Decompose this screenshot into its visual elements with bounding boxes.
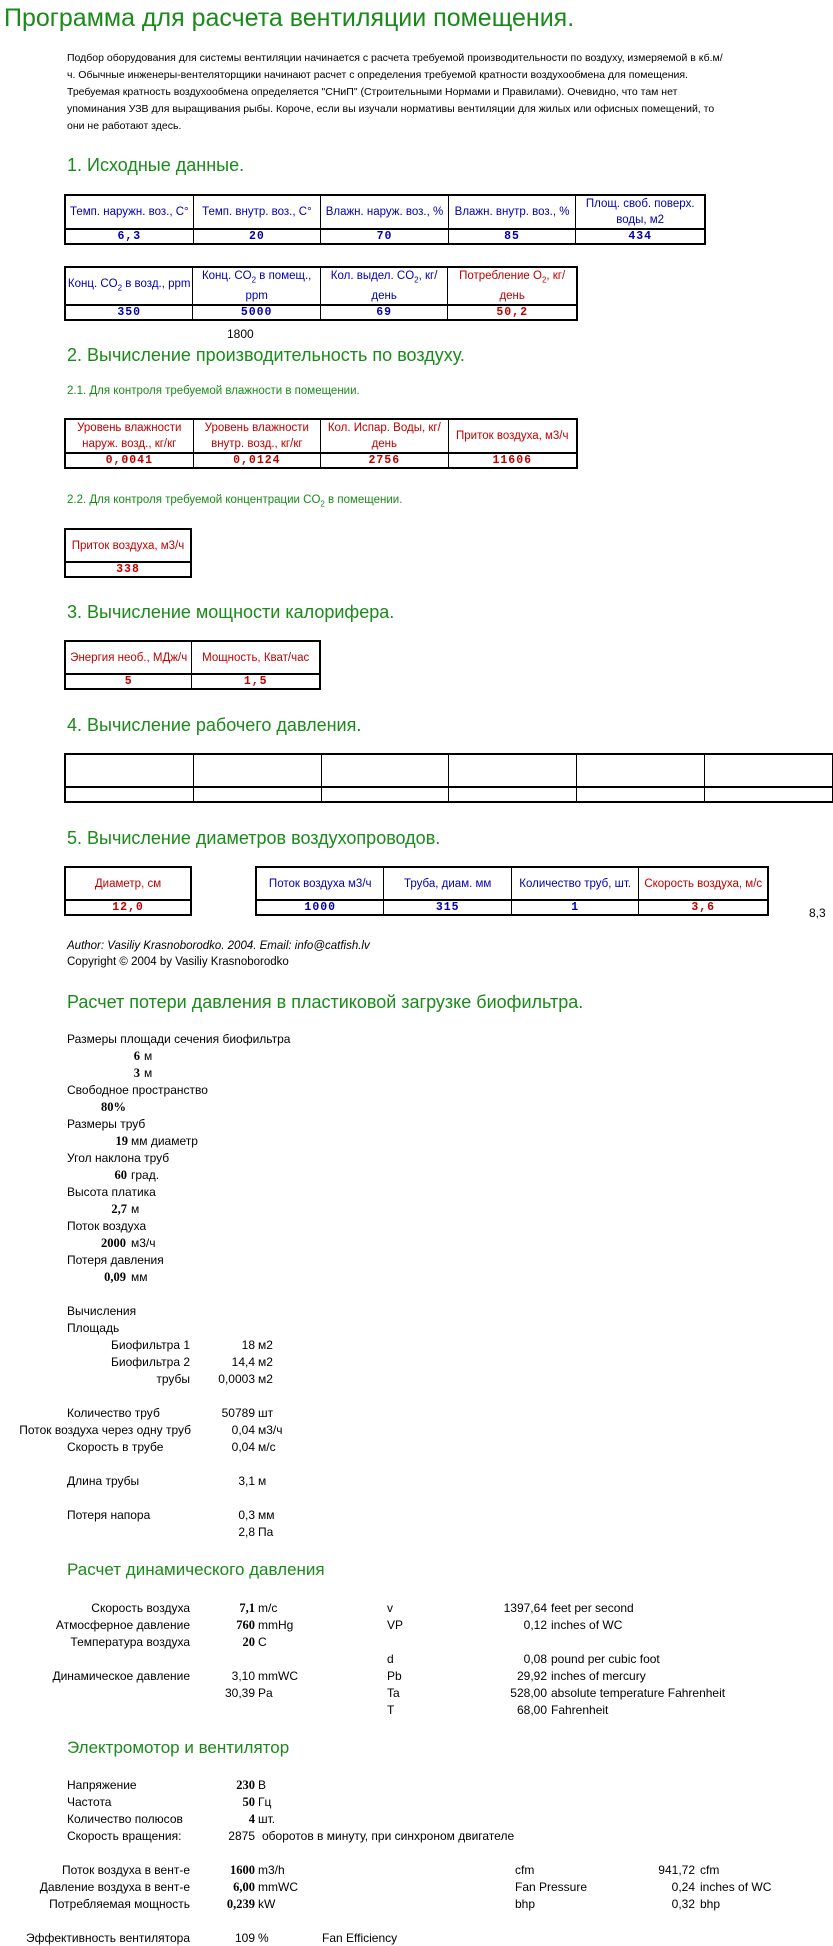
co2-emission-value[interactable]: 69 [320, 305, 447, 320]
value-dynamic-pa: 30,39 [224, 1686, 255, 1700]
unit: kW [258, 1897, 276, 1911]
empty-cell [193, 787, 321, 802]
th-energy: Энергия необ., МДж/ч [65, 641, 192, 674]
label-free-space: Свободное пространство [67, 1083, 208, 1097]
outdoor-temp-value[interactable]: 6,3 [65, 229, 193, 244]
author-line: Author: Vasiliy Krasnoborodko. 2004. Email: info@catfish.lv [67, 940, 370, 952]
empty-cell [321, 754, 449, 787]
diameter-value: 12,0 [65, 900, 191, 915]
th-evaporation: Кол. Испар. Воды, кг/день [321, 419, 448, 453]
diameter-table [64, 866, 192, 916]
section-2-heading: 2. Вычисление производительность по воздуху. [67, 345, 465, 365]
unit: inches of WC [551, 1618, 623, 1632]
th-duct-flow: Поток воздуха м3/ч [256, 867, 384, 900]
unit: absolute temperature Fahrenheit [551, 1686, 726, 1700]
th-outdoor-moisture: Уровень влажности наруж. возд., кг/кг [65, 419, 193, 453]
value-pipe-size[interactable]: 19 [115, 1134, 128, 1148]
pressure-table [64, 753, 833, 803]
unit: inches of mercury [551, 1669, 646, 1683]
unit: м [144, 1049, 153, 1063]
th-o2-consumption: Потребление $O_2$, кг/день [448, 267, 577, 305]
label-pressure-loss: Потеря давления [67, 1253, 164, 1267]
value-d: 0,08 [523, 1652, 547, 1666]
value-biofilter-1: 18 [241, 1338, 255, 1352]
value-poles[interactable]: 4 [248, 1812, 255, 1826]
th-outdoor-temp: Темп. наружн. воз., С° [65, 195, 193, 229]
key-d: d [387, 1652, 394, 1666]
empty-cell [321, 787, 449, 802]
water-surface-value[interactable]: 434 [576, 229, 705, 244]
key-t: T [387, 1703, 395, 1717]
duct-velocity-value: 3,6 [639, 900, 768, 915]
key-fan-pressure: Fan Pressure [515, 1880, 588, 1894]
label-air-flow: Поток воздуха [67, 1219, 147, 1233]
th-indoor-moisture: Уровень влажности внутр. возд., кг/кг [193, 419, 321, 453]
th-power: Мощность, Кват/час [192, 641, 320, 674]
value-vp: 0,12 [523, 1618, 547, 1632]
heater-table [64, 640, 321, 690]
label-rotation-speed: Скорость вращения: [67, 1829, 182, 1843]
label-pipes: трубы [156, 1372, 190, 1386]
unit: Pa [258, 1686, 273, 1700]
label-fan-efficiency-en: Fan Efficiency [322, 1931, 398, 1945]
th-duct-velocity: Скорость воздуха, м/с [639, 867, 768, 900]
value-free-space[interactable]: 80% [101, 1100, 126, 1114]
unit: mmWC [258, 1880, 298, 1894]
unit: м/с [258, 1440, 276, 1454]
th-co2-emission: Кол. выдел. $CO_2$, кг/день [320, 267, 447, 305]
unit: оборотов в минуту, при синхроном двигателе [262, 1829, 515, 1843]
biofilter-heading: Расчет потери давления в пластиковой загрузке биофильтра. [67, 992, 584, 1012]
th-water-surface: Площ. своб. поверх. воды, м2 [576, 195, 705, 229]
th-indoor-humidity: Влажн. внутр. воз., % [448, 195, 576, 229]
unit: м [144, 1066, 153, 1080]
label-section-area: Размеры площади сечения биофильтра [67, 1032, 291, 1046]
th-co2-outdoor: Конц. $CO_2$ в возд., ppm [65, 267, 193, 305]
unit: мм [258, 1508, 275, 1522]
evaporation-value: 2756 [321, 453, 448, 468]
key-bhp: bhp [515, 1897, 536, 1911]
humidity-table [64, 418, 578, 469]
empty-cell [705, 787, 833, 802]
section-5-heading: 5. Вычисление диаметров воздухопроводов. [67, 828, 441, 848]
indoor-humidity-value[interactable]: 85 [448, 229, 576, 244]
motor-heading: Электромотор и вентилятор [67, 1738, 290, 1757]
air-inflow-value: 11606 [448, 453, 577, 468]
unit: м2 [258, 1372, 273, 1386]
value-fan-efficiency: 109 [234, 1931, 255, 1945]
th-diameter: Диаметр, см [65, 867, 191, 900]
note-value: 1800 [227, 327, 254, 341]
unit: шт [258, 1406, 274, 1420]
label-dynamic-pressure: Динамическое давление [52, 1669, 190, 1683]
value-fan-flow[interactable]: 1600 [230, 1863, 255, 1877]
label-pipe-size: Размеры труб [67, 1117, 146, 1131]
empty-cell [577, 754, 705, 787]
label-poles: Количество полюсов [67, 1812, 183, 1826]
empty-cell [65, 754, 193, 787]
empty-cell [449, 787, 577, 802]
power-value: 1,5 [192, 674, 320, 689]
label-power-consumption: Потребляемая мощность [49, 1897, 190, 1911]
label-area: Площадь [67, 1321, 120, 1335]
label-atm-pressure: Атмосферное давление [55, 1618, 190, 1632]
value-t: 68,00 [516, 1703, 547, 1717]
label-pipe-length: Длина трубы [67, 1474, 140, 1488]
source-data-table-1 [64, 194, 706, 245]
section-3-heading: 3. Вычисление мощности калорифера. [67, 602, 395, 622]
indoor-moisture-value: 0,0124 [193, 453, 321, 468]
value-pipe-angle[interactable]: 60 [114, 1168, 127, 1182]
value-ta: 528,00 [510, 1686, 547, 1700]
value-pb: 29,92 [516, 1669, 547, 1683]
value-pressure-loss: 0,09 [104, 1270, 126, 1284]
key-vp: VP [387, 1618, 404, 1632]
unit: mmWC [258, 1669, 298, 1683]
value-pipe-length: 3,1 [238, 1474, 255, 1488]
label-pipe-count: Количество труб [67, 1406, 160, 1420]
key-v: v [387, 1601, 393, 1615]
key-pb: Pb [387, 1669, 402, 1683]
th-indoor-temp: Темп. внутр. воз., С° [193, 195, 321, 229]
co2-indoor-value[interactable]: 5000 [193, 305, 320, 320]
value-atm-pressure[interactable]: 760 [236, 1618, 255, 1632]
co2-inflow-table [64, 528, 192, 578]
th-duct-diameter: Труба, диам. мм [384, 867, 511, 900]
empty-cell [193, 754, 321, 787]
unit: шт. [258, 1812, 276, 1826]
outdoor-humidity-value[interactable]: 70 [321, 229, 449, 244]
section-1-heading: 1. Исходные данные. [67, 155, 245, 175]
unit: pound per cubic foot [551, 1652, 660, 1666]
label-biofilter-1: Биофильтра 1 [111, 1338, 190, 1352]
value-bhp: 0,32 [671, 1897, 695, 1911]
th-co2-indoor: Конц. $CO_2$ в помещ., ppm [193, 267, 320, 305]
duct-diameter-value[interactable]: 315 [384, 900, 511, 915]
value-plate-height[interactable]: 2,7 [111, 1202, 127, 1216]
intro-text: Подбор оборудования для системы вентиляции начинается с расчета требуемой производительности по воздуху, измеряемой в кб.м/ч. Обычные инженеры-вентеляторщики начинают расчет с определения требуемой кратности воздухообмена для помещения. Требуемая кратность воздухообмена определяется "СНиП" (Строительными Нормами и Правилами). Очевидно, что там нет упоминания УЗВ для выращивания рыбы. Короче, если вы изучали нормативы вентиляции для жилых или офисных помещений, то они не работают здесь. [67, 52, 723, 132]
label-air-velocity: Скорость воздуха [91, 1601, 190, 1615]
co2-outdoor-value[interactable]: 350 [65, 305, 193, 320]
value-biofilter-2: 14,4 [231, 1355, 255, 1369]
value-pipe-count: 50789 [221, 1406, 255, 1420]
value-v: 1397,64 [503, 1601, 547, 1615]
empty-cell [65, 787, 193, 802]
outdoor-moisture-value: 0,0041 [65, 453, 193, 468]
unit: inches of WC [700, 1880, 772, 1894]
co2-air-inflow-value: 338 [65, 562, 191, 577]
label-fan-pressure: Давление воздуха в вент-е [39, 1880, 190, 1894]
duct-flow-value[interactable]: 1000 [256, 900, 384, 915]
unit: м [258, 1474, 267, 1488]
label-head-loss: Потеря напора [67, 1508, 151, 1522]
subsection-2-1: 2.1. Для контроля требуемой влажности в помещении. [67, 385, 360, 397]
unit: м3/ч [131, 1236, 156, 1250]
value-flow-per-pipe: 0,04 [231, 1423, 255, 1437]
th-outdoor-humidity: Влажн. наруж. воз., % [321, 195, 449, 229]
label-voltage: Напряжение [67, 1778, 137, 1792]
source-data-table-2 [64, 266, 578, 321]
unit: bhp [700, 1897, 721, 1911]
label-air-temp: Температура воздуха [70, 1635, 190, 1649]
unit: feet per second [551, 1601, 634, 1615]
duct-count-value[interactable]: 1 [511, 900, 639, 915]
unit: Fahrenheit [551, 1703, 609, 1717]
unit: м2 [258, 1338, 273, 1352]
unit: m3/h [258, 1863, 285, 1877]
value-voltage[interactable]: 230 [236, 1778, 255, 1792]
unit: % [258, 1931, 269, 1945]
value-rotation-speed: 2875 [228, 1829, 255, 1843]
unit: м2 [258, 1355, 273, 1369]
label-fan-flow: Поток воздуха в вент-е [62, 1863, 190, 1877]
label-pipe-angle: Угол наклона труб [67, 1151, 170, 1165]
unit: мм [131, 1270, 148, 1284]
copyright-line: Copyright © 2004 by Vasiliy Krasnoborodko [67, 956, 289, 968]
unit: В [258, 1778, 267, 1792]
value-air-temp[interactable]: 20 [242, 1635, 255, 1649]
unit: mmHg [258, 1618, 294, 1632]
th-co2-air-inflow: Приток воздуха, м3/ч [65, 529, 191, 562]
label-frequency: Частота [67, 1795, 112, 1809]
subsection-2-2: 2.2. Для контроля требуемой концентрации $CO_2$ в помещении. [67, 494, 403, 509]
value-length[interactable]: 3 [133, 1066, 140, 1080]
unit: cfm [700, 1863, 720, 1877]
side-value: 8,3 [809, 906, 826, 920]
label-calculations: Вычисления [67, 1304, 137, 1318]
unit: м3/ч [258, 1423, 283, 1437]
key-cfm: cfm [515, 1863, 535, 1877]
value-power-consumption[interactable]: 0,239 [226, 1897, 255, 1911]
value-head-loss-mm: 0,3 [238, 1508, 255, 1522]
label-fan-efficiency: Эффективность вентилятора [25, 1931, 190, 1945]
unit: град. [131, 1168, 160, 1182]
unit: мм диаметр [131, 1134, 198, 1148]
value-dynamic-mmwc: 3,10 [231, 1669, 255, 1683]
unit: Гц [258, 1795, 272, 1809]
unit: m/c [258, 1601, 278, 1615]
value-air-velocity[interactable]: 7,1 [239, 1601, 255, 1615]
empty-cell [705, 754, 833, 787]
value-head-loss-pa: 2,8 [238, 1525, 255, 1539]
empty-cell [449, 754, 577, 787]
value-frequency[interactable]: 50 [242, 1795, 255, 1809]
section-4-heading: 4. Вычисление рабочего давления. [67, 715, 362, 735]
value-width[interactable]: 6 [133, 1049, 140, 1063]
empty-cell [577, 787, 705, 802]
key-ta: Ta [387, 1686, 400, 1700]
unit: C [258, 1635, 267, 1649]
value-air-flow[interactable]: 2000 [101, 1236, 126, 1250]
page-title: Программа для расчета вентиляции помещения. [4, 4, 575, 32]
value-pipe-velocity: 0,04 [231, 1440, 255, 1454]
energy-value: 5 [65, 674, 192, 689]
value-fan-pressure-inwc: 0,24 [671, 1880, 695, 1894]
value-pipes: 0,0003 [218, 1372, 255, 1386]
label-flow-per-pipe: Поток воздуха через одну труб [19, 1423, 191, 1437]
unit: Па [258, 1525, 274, 1539]
unit: м [131, 1202, 140, 1216]
indoor-temp-value[interactable]: 20 [193, 229, 321, 244]
value-cfm: 941,72 [658, 1863, 695, 1877]
value-fan-pressure[interactable]: 6,00 [233, 1880, 255, 1894]
duct-table [255, 866, 769, 916]
th-duct-count: Количество труб, шт. [511, 867, 639, 900]
dynamic-pressure-heading: Расчет динамического давления [67, 1560, 325, 1579]
label-pipe-velocity: Скорость в трубе [67, 1440, 164, 1454]
o2-consumption-value: 50,2 [448, 305, 577, 320]
label-plate-height: Высота платика [67, 1185, 156, 1199]
label-biofilter-2: Биофильтра 2 [111, 1355, 190, 1369]
th-air-inflow: Приток воздуха, м3/ч [448, 419, 577, 453]
